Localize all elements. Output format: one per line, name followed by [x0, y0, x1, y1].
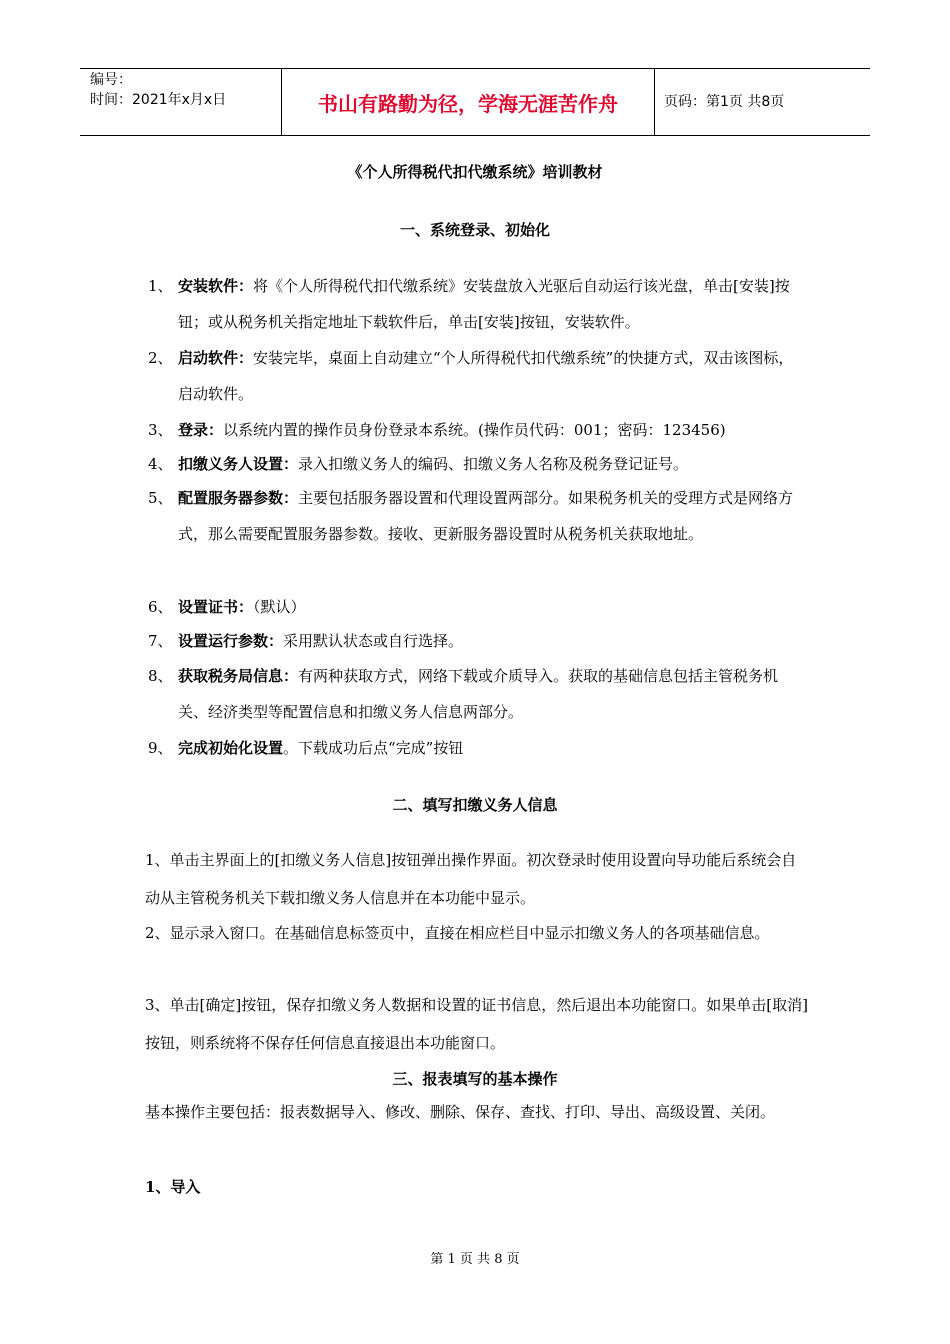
item-term: 登录：: [178, 421, 224, 439]
list-item: [148, 268, 808, 340]
header-left-cell: [90, 70, 226, 110]
item-text: 主要包括服务器设置和代理设置两部分。如果税务机关的受理方式是网络方式，那么需要配置服务器参数。接收、更新服务器设置时从税务机关获取地址。: [178, 489, 794, 543]
item-number: 9、: [148, 739, 173, 757]
item-text: 以系统内置的操作员身份登录本系统。(操作员代码：001；密码：123456): [223, 421, 726, 439]
list-item: [148, 446, 808, 482]
item-text: 采用默认状态或自行选择。: [283, 632, 464, 650]
header-bottom-rule: [80, 135, 870, 136]
paragraph: 1、单击主界面上的[扣缴义务人信息]按钮弹出操作界面。初次登录时使用设置向导功能后系统会自动从主管税务机关下载扣缴义务人信息并在本功能中显示。: [145, 851, 797, 907]
item-text: 安装完毕，桌面上自动建立“个人所得税代扣代缴系统”的快捷方式，双击该图标，启动软件。: [178, 349, 794, 403]
paragraph: 2、显示录入窗口。在基础信息标签页中，直接在相应栏目中显示扣缴义务人的各项基础信息。: [145, 924, 770, 942]
paragraph: 3、单击[确定]按钮，保存扣缴义务人数据和设置的证书信息，然后退出本功能窗口。如果单击[取消]按钮，则系统将不保存任何信息直接退出本功能窗口。: [145, 996, 808, 1052]
item-text: 将《个人所得税代扣代缴系统》安装盘放入光驱后自动运行该光盘，单击[安装]按钮；或从税务机关指定地址下载软件后，单击[安装]按钮，安装软件。: [178, 277, 790, 331]
item-number: 8、: [148, 667, 173, 685]
header-page-label: 页码：第1页 共8页: [664, 94, 785, 110]
list-item: [148, 730, 808, 766]
number-label: 编号：: [90, 72, 132, 88]
item-term: 启动软件：: [178, 349, 254, 367]
paragraph: 基本操作主要包括：报表数据导入、修改、删除、保存、查找、打印、导出、高级设置、关闭。: [145, 1103, 776, 1121]
item-number: 3、: [148, 421, 173, 439]
page-footer: 第 1 页 共 8 页: [430, 1252, 520, 1267]
list-item: [148, 623, 808, 659]
item-term: 配置服务器参数：: [178, 489, 299, 507]
header-divider: [654, 68, 655, 136]
list-item: [148, 480, 808, 552]
item-term: 获取税务局信息：: [178, 667, 299, 685]
item-text: 有两种获取方式，网络下载或介质导入。获取的基础信息包括主管税务机关、经济类型等配置信息和扣缴义务人信息两部分。: [178, 667, 779, 721]
list-item: [148, 589, 808, 625]
item-number: 2、: [148, 349, 173, 367]
date-label: 时间：2021年x月x日: [90, 92, 227, 108]
section-heading-1: 一、系统登录、初始化: [399, 221, 550, 239]
item-term: 安装软件：: [178, 277, 254, 295]
list-item: [148, 658, 808, 730]
list-item: [148, 412, 808, 448]
item-number: 6、: [148, 598, 173, 616]
item-number: 5、: [148, 489, 173, 507]
item-term: 设置运行参数：: [178, 632, 284, 650]
document-title: 《个人所得税代扣代缴系统》培训教材: [347, 163, 603, 181]
list-item: [148, 340, 808, 412]
item-term: 设置证书：: [178, 598, 254, 616]
header-motto: 书山有路勤为径，学海无涯苦作舟: [318, 92, 618, 116]
item-term: 完成初始化设置: [178, 739, 284, 757]
section-heading-2: 二、填写扣缴义务人信息: [392, 796, 558, 814]
item-number: 1、: [148, 277, 173, 295]
header-top-rule: [80, 68, 870, 69]
item-number: 7、: [148, 632, 173, 650]
item-text: 录入扣缴义务人的编码、扣缴义务人名称及税务登记证号。: [298, 455, 689, 473]
subheading: 1、导入: [145, 1178, 201, 1196]
item-text: 。下载成功后点“完成”按钮: [283, 739, 464, 757]
page-header: [80, 68, 870, 136]
item-number: 4、: [148, 455, 173, 473]
item-term: 扣缴义务人设置：: [178, 455, 299, 473]
section-heading-3: 三、报表填写的基本操作: [392, 1070, 558, 1088]
item-text: （默认）: [253, 598, 306, 616]
